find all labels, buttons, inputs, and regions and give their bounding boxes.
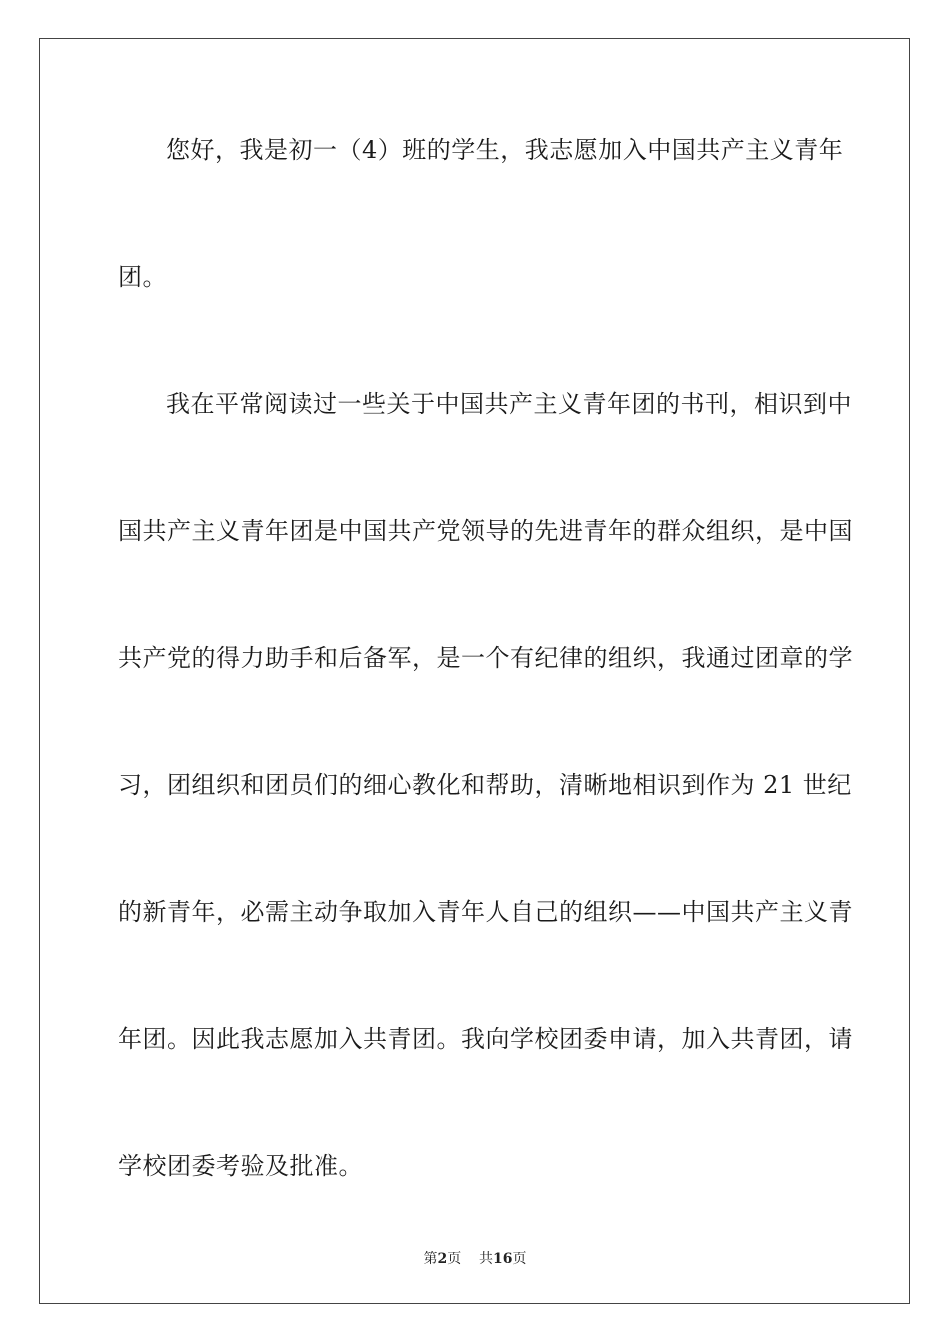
text-line-5: 共产党的得力助手和后备军，是一个有纪律的组织，我通过团章的学 <box>118 644 853 672</box>
text-line-7: 的新青年，必需主动争取加入青年人自己的组织——中国共产主义青 <box>118 898 853 926</box>
text-line-6: 习，团组织和团员们的细心教化和帮助，清晰地相识到作为 21 世纪 <box>118 771 852 799</box>
document-body <box>118 121 853 1264</box>
text-line-1: 您好，我是初一（4）班的学生，我志愿加入中国共产主义青年 <box>166 136 844 164</box>
text-line-8: 年团。因此我志愿加入共青团。我向学校团委申请，加入共青团，请 <box>118 1025 853 1053</box>
total-prefix: 共 <box>479 1251 494 1267</box>
page-prefix: 第 <box>423 1251 438 1267</box>
total-suffix: 页 <box>512 1251 527 1267</box>
text-line-3: 我在平常阅读过一些关于中国共产主义青年团的书刊，相识到中 <box>166 390 852 418</box>
page-footer <box>0 1248 950 1268</box>
text-line-4: 国共产主义青年团是中国共产党领导的先进青年的群众组织，是中国 <box>118 517 853 545</box>
page-number: 2 <box>437 1251 448 1267</box>
text-line-2: 团。 <box>118 263 167 291</box>
total-pages: 16 <box>493 1251 513 1267</box>
page-suffix: 页 <box>447 1251 462 1267</box>
text-line-9: 学校团委考验及批准。 <box>118 1152 363 1180</box>
